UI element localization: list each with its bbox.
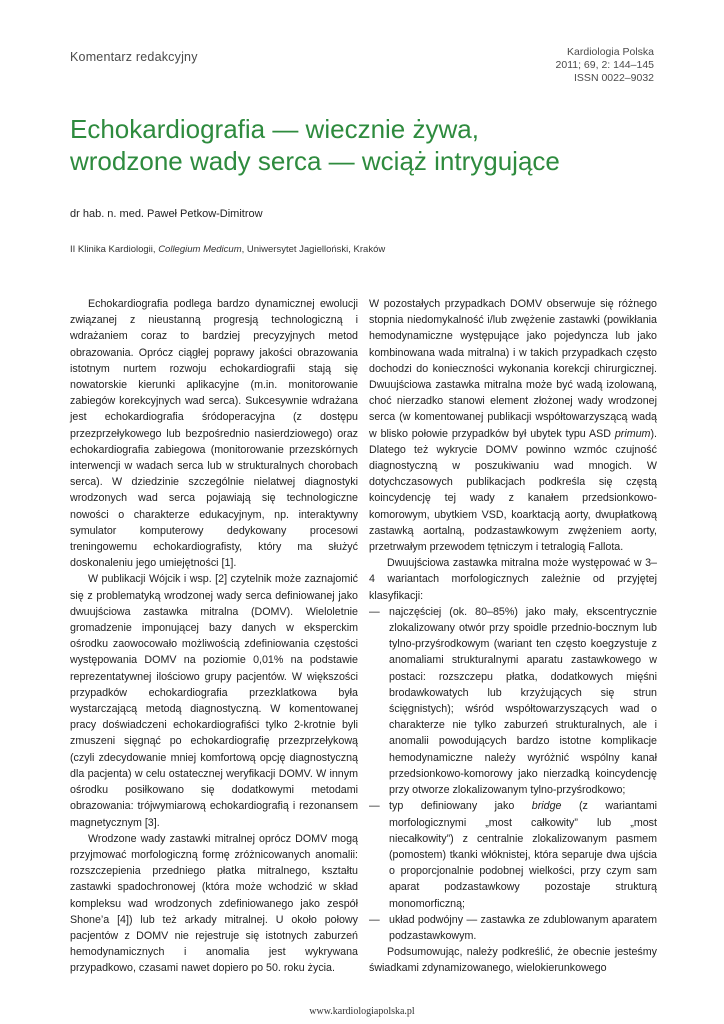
title-line-2: wrodzone wady serca — wciąż intrygujące: [70, 146, 560, 176]
body-column-right: [369, 296, 657, 977]
title-line-1: Echokardiografia — wiecznie żywa,: [70, 114, 479, 144]
right-p1-pre: W pozostałych przypadkach DOMV obserwuje się różnego stopnia niedomykalność i/lub zwężenie zastawki (powikłania hemodynamiczne występujące jako pojedyncza lub jako kombinowana wada mitralna) i w takich przypadkach często dochodzi do konieczności wykonania korekcji chirurgicznej. Dwuujściowa zastawka mitralna może być wadą izolowaną, choć nierzadko stanowi element złożonej wady wrodzonej serca (w komentowanej publikacji współtowarzyszącą wadą w blisko połowie przypadków był ubytek typu ASD: [369, 298, 657, 440]
affiliation-pre: II Klinika Kardiologii,: [70, 244, 159, 255]
right-paragraph-2: Dwuujściowa zastawka mitralna może występować w 3–4 wariantach morfologicznych zależnie od przyjętej klasyfikacji:: [369, 557, 657, 602]
volume-pages: 2011; 69, 2: 144–145: [555, 59, 654, 71]
affiliation-post: , Uniwersytet Jagielloński, Kraków: [241, 244, 386, 255]
left-paragraph-3: Wrodzone wady zastawki mitralnej oprócz DOMV mogą przyjmować morfologiczną formę zróżnicowanych anomalii: rozszczepienia przedniego płatka mitralnego, kształtu zastawki spadochronowej (która może wchodzić w skład kompleksu wad wrodzonych zdefiniowanego jako zespół Shone’a [4]) lub też arkady mitralnej. U około połowy pacjentów z DOMV nie rejestruje się istotnych zaburzeń hemodynamicznych i anomalia jest wykrywana przypadkowo, czasami nawet dopiero po 50. roku życia.: [70, 832, 358, 975]
right-p1-italic: primum: [614, 427, 651, 440]
list-item: [369, 604, 657, 798]
journal-info: [434, 46, 654, 85]
section-label: Komentarz redakcyjny: [70, 50, 198, 64]
list-item-post: (z wariantami morfologicznymi „most całkowity” lub „most niecałkowity”) z centralnie zlokalizowanym pasmem (pomostem) tkanki włóknistej, która separuje dwa ujścia o proporcjonalnie podobnej wielkości, przy czym sam aparat podzastawkowy pozostaje strukturą monomorficzną;: [389, 800, 658, 910]
author: dr hab. n. med. Paweł Petkow-Dimitrow: [70, 208, 263, 220]
left-paragraph-1: Echokardiografia podlega bardzo dynamicznej ewolucji związanej z nieustanną progresją technologiczną i wdrażaniem coraz to bardziej precyzyjnych metod obrazowania. Oprócz ciągłej poprawy jakości obrazowania istotnym nurtem rozwoju echokardiografii stają się nowatorskie kierunki aplikacyjne (m.in. monitorowanie zabiegów korekcyjnych wad serca). Sukcesywnie wdrażana jest echokardiografia śródoperacyjna (z dostępu przezprzełykowego lub bezpośrednio nasierdziowego) oraz echokardiografia zabiegowa (monitorowanie przezskórnych interwencji w wadach serca lub w strukturalnych chorobach serca). W dziedzinie szczególnie nielatwej diagnostyki wrodzonych wad serca pojawiają się technologiczne nowości o charakterze edukacyjnym, np. interaktywny symulator komputerowy dedykowany procesowi treningowemu echokardiografisty, który ma służyć doskonaleniu jego umiejętności [1].: [70, 298, 358, 570]
right-p1-post: ). Dlatego też wykrycie DOMV powinno wzmóc czujność diagnostyczną w poszukiwaniu wad mnogich. W dotychczasowych publikacjach podkreśla się częstą koincydencję tej wady z kanałem przedsionkowo-komorowym, ubytkiem VSD, koarktacją aorty, dwupłatkową zastawką aortalną, podzastawkowym zwężeniem aorty, przetrwałym przewodem tętniczym i tetralogią Fallota.: [369, 427, 657, 554]
classification-list: [369, 604, 657, 944]
right-paragraph-1: [369, 296, 657, 555]
list-item: [369, 798, 657, 911]
affiliation: [70, 244, 385, 255]
list-item: [369, 912, 657, 944]
affiliation-italic: Collegium Medicum: [158, 244, 242, 255]
list-item-text: układ podwójny — zastawka ze zdublowanym aparatem podzastawkowym.: [389, 913, 657, 942]
list-dash: —: [369, 800, 380, 813]
right-paragraph-3: Podsumowując, należy podkreślić, że obecnie jesteśmy świadkami zdynamizowanego, wielokierunkowego: [369, 946, 657, 975]
list-dash: —: [369, 913, 380, 926]
issn: ISSN 0022–9032: [574, 72, 654, 84]
footer-url[interactable]: www.kardiologiapolska.pl: [309, 1006, 415, 1017]
body-column-left: [70, 296, 358, 977]
left-paragraph-2: W publikacji Wójcik i wsp. [2] czytelnik może zaznajomić się z problematyką wrodzonej wady serca definiowanej jako dwuujściowa zastawka mitralna (DOMV). Wieloletnie gromadzenie imponującej bazy danych w eksperckim ośrodku zaowocowało możliwością zdefiniowania częstości występowania DOMV na poziomie 0,01% na podstawie reprezentatywnej ilościowo grupy pacjentów. W większości przypadków echokardiografia przezklatkowa była wystarczającą metodą diagnostyczną. W komentowanej pracy doświadczeni echokardiografiści tylko 2-krotnie byli zmuszeni sięgnąć po echokardiografię przezprzełykową (czyli zdecydowanie mniej komfortową opcję diagnostyczną dla pacjenta) w celu ostatecznej weryfikacji DOMV. W innym ośrodku posiłkowano się dodatkowymi metodami obrazowania: trójwymiarową echokardiografią i rezonansem magnetycznym [3].: [70, 573, 358, 829]
journal-name: Kardiologia Polska: [567, 46, 654, 58]
list-item-text: najczęściej (ok. 80–85%) jako mały, ekscentrycznie zlokalizowany otwór przy spoidle przednio-bocznym lub tylno-przyśrodkowym (wariant ten często koegzystuje z anomaliami strukturalnymi aparatu zastawkowego w postaci: rozszczepu płatka, dodatkowych mięśni brodawkowatych lub krzyżujących się strun ścięgnistych); wśród współtowarzyszących wad o charakterze nie tylko zaburzeń strukturalnych, ale i anomalii powodujących bardzo istotne komplikacje hemodynamiczne należy wyróżnić wspólny kanał przedsionkowo-komorowy jako nierzadką koincydencję przy otworze zlokalizowanym tylno-przyśrodkowo;: [389, 605, 657, 797]
list-item-italic: bridge: [531, 800, 562, 813]
article-title: [70, 113, 670, 177]
list-item-pre: typ definiowany jako: [389, 800, 532, 813]
list-dash: —: [369, 605, 380, 618]
